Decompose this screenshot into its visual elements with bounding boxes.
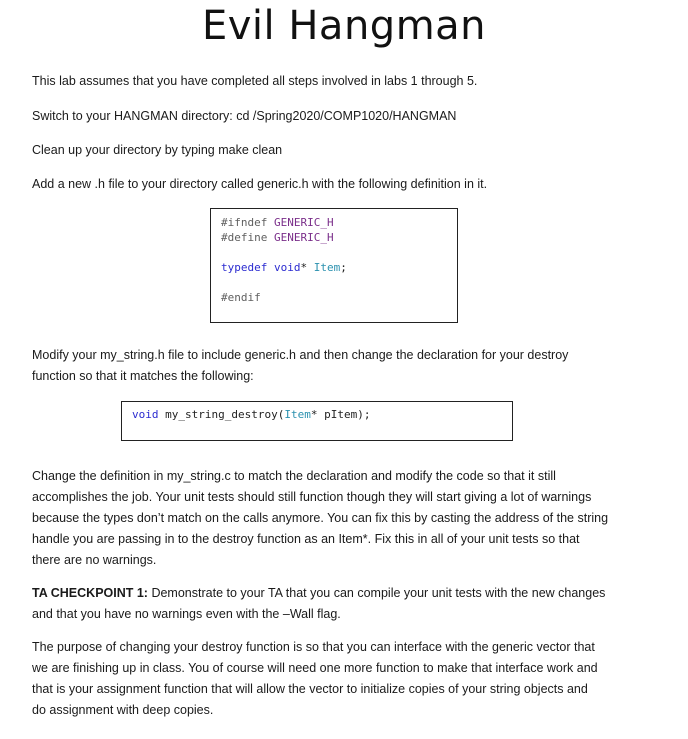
change-line-2: accomplishes the job. Your unit tests should still function though they will start giving a lot of warnings [32, 490, 592, 504]
checkpoint-paragraph [32, 583, 605, 625]
ifndef-directive: #ifndef [221, 216, 268, 229]
code-line-destroy [132, 407, 370, 422]
ifndef-macro: GENERIC_H [267, 216, 334, 229]
typedef-pointer: * [300, 261, 314, 274]
page-title: Evil Hangman [201, 3, 487, 49]
switch-directory-paragraph: Switch to your HANGMAN directory: cd /Spring2020/COMP1020/HANGMAN [32, 109, 457, 123]
checkpoint-text-1: Demonstrate to your TA that you can compile your unit tests with the new changes [147, 586, 606, 600]
code-line-typedef [221, 260, 347, 275]
destroy-void-keyword: void [132, 408, 159, 421]
modify-line-2: function so that it matches the following: [32, 369, 254, 383]
intro-paragraph: This lab assumes that you have completed all steps involved in labs 1 through 5. [32, 74, 478, 88]
code-line-define [221, 230, 334, 245]
code-line-endif [221, 290, 261, 305]
code-line-ifndef [221, 215, 334, 230]
change-line-4: handle you are passing in to the destroy function as an Item*. Fix this in all of your unit tests so that [32, 532, 580, 546]
checkpoint-line-1 [32, 583, 605, 604]
destroy-declaration-code-box [121, 401, 513, 441]
purpose-line-4: do assignment with deep copies. [32, 703, 214, 717]
change-line-5: there are no warnings. [32, 553, 157, 567]
typedef-semicolon: ; [340, 261, 347, 274]
item-type: Item [313, 261, 341, 274]
destroy-item-type: Item [284, 408, 311, 421]
purpose-line-1: The purpose of changing your destroy function is so that you can interface with the generic vector that [32, 640, 595, 654]
endif-directive: #endif [221, 291, 261, 304]
purpose-line-2: we are finishing up in class. You of course will need one more function to make that interface work and [32, 661, 598, 675]
change-definition-paragraph [32, 466, 608, 571]
define-directive: #define [221, 231, 268, 244]
generic-h-code-box [210, 208, 458, 323]
modify-line-1: Modify your my_string.h file to include generic.h and then change the declaration for your destroy [32, 348, 569, 362]
void-keyword: void [267, 261, 301, 274]
typedef-keyword: typedef [221, 261, 268, 274]
change-line-3: because the types don’t match on the calls anymore. You can fix this by casting the address of the string [32, 511, 609, 525]
destroy-params: * pItem); [310, 408, 371, 421]
destroy-function-name: my_string_destroy( [158, 408, 285, 421]
define-macro: GENERIC_H [267, 231, 334, 244]
checkpoint-line-2: and that you have no warnings even with the –Wall flag. [32, 607, 341, 621]
change-line-1: Change the definition in my_string.c to match the declaration and modify the code so that it still [32, 469, 556, 483]
cleanup-paragraph: Clean up your directory by typing make clean [32, 143, 283, 157]
checkpoint-label: TA CHECKPOINT 1: [32, 586, 148, 600]
add-file-paragraph: Add a new .h file to your directory called generic.h with the following definition in it. [32, 177, 488, 191]
modify-paragraph [32, 345, 568, 387]
purpose-line-3: that is your assignment function that will allow the vector to initialize copies of your string objects and [32, 682, 588, 696]
purpose-paragraph [32, 637, 598, 721]
